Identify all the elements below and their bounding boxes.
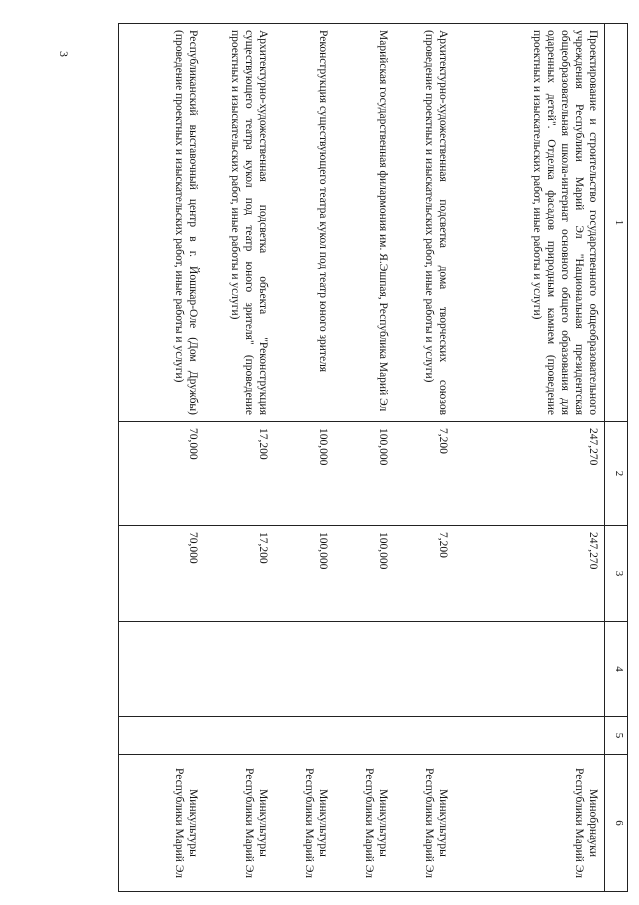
row-col-2: 100,000 — [335, 422, 395, 526]
row-col-3: 17,200 — [205, 526, 275, 622]
table-row — [119, 24, 205, 892]
row-col-5 — [395, 717, 455, 755]
row-col-4 — [455, 622, 605, 717]
row-col-4 — [395, 622, 455, 717]
row-col-4 — [275, 622, 335, 717]
row-organization: Минобрнауки Республики Марий Эл — [455, 755, 605, 892]
row-col-3: 100,000 — [275, 526, 335, 622]
header-row — [605, 24, 628, 892]
row-description: Республиканский выставочный центр в г. Йошкар-Оле (Дом Дружбы) (проведение проектных и изыскательских работ, иные работы и услуги) — [119, 24, 205, 422]
table-row — [455, 24, 605, 892]
row-organization: Минкультуры Республики Марий Эл — [205, 755, 275, 892]
header-col-2: 2 — [605, 422, 628, 526]
row-col-3: 247,270 — [455, 526, 605, 622]
header-col-1: 1 — [605, 24, 628, 422]
row-col-2: 7,200 — [395, 422, 455, 526]
row-col-5 — [455, 717, 605, 755]
table-header — [605, 24, 628, 892]
row-organization: Минкультуры Республики Марий Эл — [119, 755, 205, 892]
row-col-3: 100,000 — [335, 526, 395, 622]
table-row — [335, 24, 395, 892]
row-description: Проектирование и строительство государственного общеобразовательного учреждения Республики Марий Эл "Национальная президентская общеобразовательная школа-интернат основного общего образования для одаренных детей". Отделка фасадов природным камнем (проведение проектных и изыскательских работ, иные работы и услуги) — [455, 24, 605, 422]
row-description: Архитектурно-художественная подсветка объекта "Реконструкция существующего театра кукол под театр юного зрителя" (проведение проектных и изыскательских работ, иные работы и услуги) — [205, 24, 275, 422]
table-body — [119, 24, 605, 892]
header-col-3: 3 — [605, 526, 628, 622]
row-col-2: 17,200 — [205, 422, 275, 526]
row-organization: Минкультуры Республики Марий Эл — [395, 755, 455, 892]
row-organization: Минкультуры Республики Марий Эл — [275, 755, 335, 892]
row-col-5 — [335, 717, 395, 755]
header-col-6: 6 — [605, 755, 628, 892]
row-col-4 — [205, 622, 275, 717]
row-col-4 — [119, 622, 205, 717]
row-col-5 — [205, 717, 275, 755]
row-col-3: 70,000 — [119, 526, 205, 622]
header-col-5: 5 — [605, 717, 628, 755]
document-table — [118, 23, 628, 892]
row-col-3: 7,200 — [395, 526, 455, 622]
header-col-4: 4 — [605, 622, 628, 717]
table-row — [395, 24, 455, 892]
table-row — [275, 24, 335, 892]
page-number: 3 — [57, 51, 71, 57]
row-col-2: 247,270 — [455, 422, 605, 526]
row-col-2: 70,000 — [119, 422, 205, 526]
rotated-table-container — [118, 23, 628, 891]
row-organization: Минкультуры Республики Марий Эл — [335, 755, 395, 892]
row-col-4 — [335, 622, 395, 717]
row-description: Реконструкция существующего театра кукол под театр юного зрителя — [275, 24, 335, 422]
table-row — [205, 24, 275, 892]
row-description: Марийская государственная филармония им. Я.Эшпая, Республика Марий Эл — [335, 24, 395, 422]
row-col-2: 100,000 — [275, 422, 335, 526]
row-col-5 — [119, 717, 205, 755]
row-description: Архитектурно-художественная подсветка дома творческих союзов (проведение проектных и изыскательских работ, иные работы и услуги) — [395, 24, 455, 422]
row-col-5 — [275, 717, 335, 755]
